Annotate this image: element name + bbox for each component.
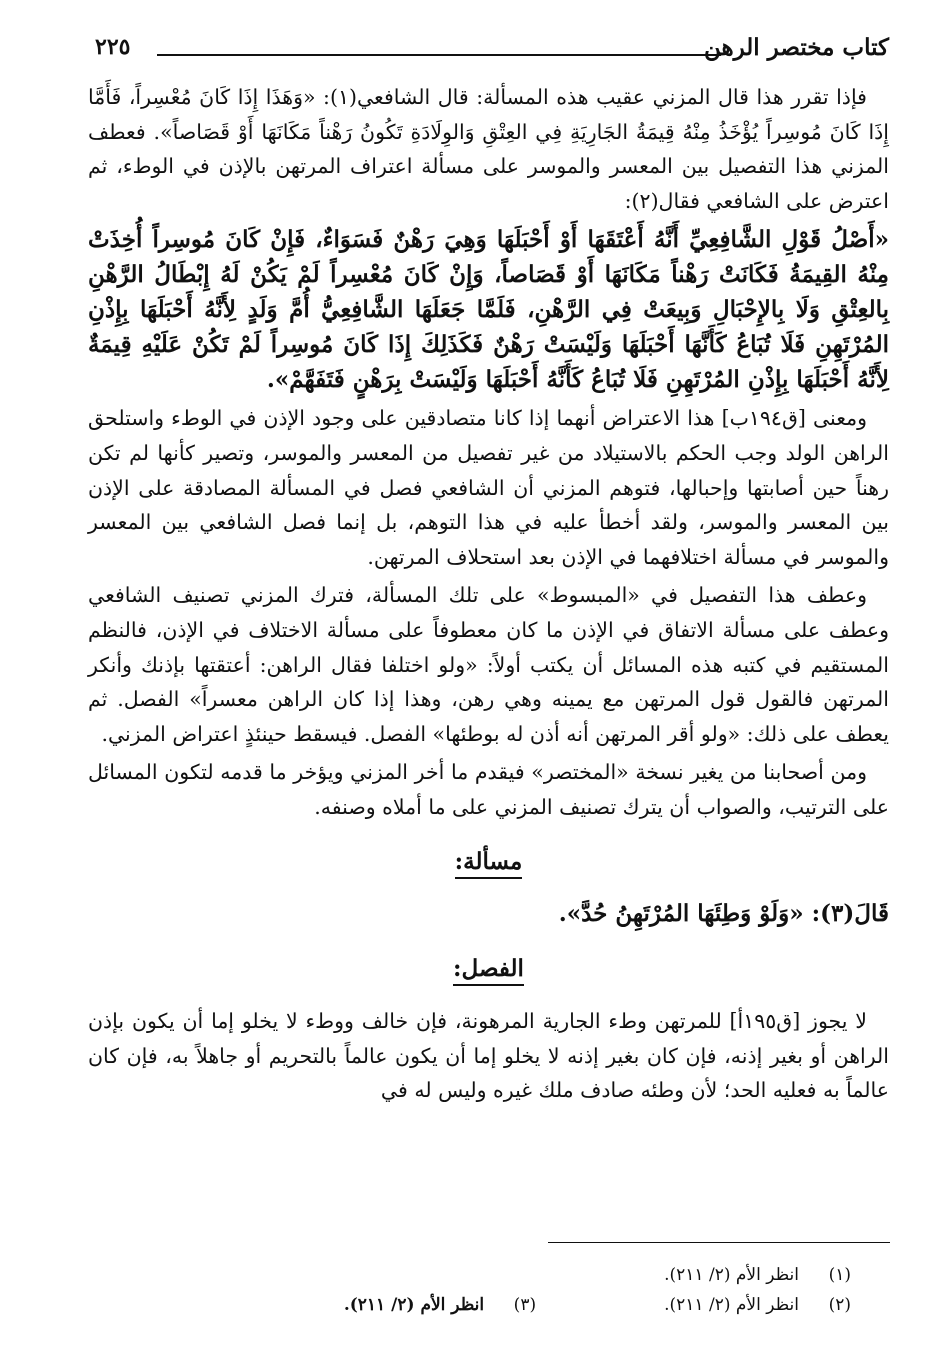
footnote-text: انظر الأم (٢/ ٢١١).	[664, 1265, 799, 1285]
running-header	[95, 30, 889, 70]
paragraph-1: فإذا تقرر هذا قال المزني عقيب هذه المسألة: قال الشافعي(١): «وَهَذَا إِذَا كَانَ مُعْسِراً، فَأَمَّا إِذَا كَانَ مُوسِراً يُؤْخَذُ مِنْهُ قِيمَةُ الجَارِيَةِ فِي العِتْقِ وَالوِلَادَةِ تَكُونُ رَهْناً مَكَانَهَا أَوْ قَصَاصاً». فعطف المزني هذا التفصيل بين المعسر والموسر على مسألة اعتراف المرتهن بالإذن في الوطء، ثم اعترض على الشافعي فقال(٢):	[88, 85, 889, 213]
footnote-row-2	[180, 1290, 851, 1320]
header-rule	[157, 54, 721, 56]
quoted-saying: قَالَ(٣): «وَلَوْ وَطِئَهَا المُرْتَهِنُ حُدَّ».	[558, 900, 889, 928]
paragraph-3: وعطف هذا التفصيل في «المبسوط» على تلك المسألة، فترك المزني تصنيف الشافعي وعطف على مسألة الاتفاق في الإذن ما كان معطوفاً على مسألة الاختلاف في الإذن، فالنظم المستقيم في كتبه هذه المسائل أن يكتب أولاً: «ولو اختلفا فقال الراهن: أعتقتها بإذنك وأنكر المرتهن فالقول قول المرتهن مع يمينه وهي رهن، وهذا إذا كان الراهن معسراً» الفصل. ثم يعطف على ذلك: «ولو أقر المرتهن أنه أذن له بوطئها» الفصل. فيسقط حينئذٍ اعتراض المزني.	[88, 583, 889, 746]
book-title: كتاب مختصر الرهن	[703, 34, 889, 61]
paragraph-4: ومن أصحابنا من يغير نسخة «المختصر» فيقدم ما أخر المزني ويؤخر ما قدمه لتكون المسائل على الترتيب، والصواب أن يترك تصنيف المزني على ما أملاه وصنفه.	[88, 760, 889, 819]
quote-paragraph: «أَصْلُ قَوْلِ الشَّافِعِيِّ أَنَّهُ أَعْتَقَهَا أَوْ أَحْبَلَهَا وَهِيَ رَهْنٌ فَسَوَاءٌ، فَإِنْ كَانَ مُوسِراً أُخِذَتْ مِنْهُ القِيمَةُ فَكَانَتْ رَهْناً مَكَانَهَا أَوْ قَصَاصاً، وَإِنْ كَانَ مُعْسِراً لَمْ يَكُنْ لَهُ إِبْطَالُ الرَّهْنِ بِالعِتْقِ وَلَا بِالإِحْبَالِ وَبِيعَتْ فِي الرَّهْنِ، فَلَمَّا جَعَلَهَا الشَّافِعِيُّ أُمَّ وَلَدٍ لِأَنَّهُ أَحْبَلَهَا بِإِذْنِ المُرْتَهِنِ فَلَا تُبَاعُ كَأَنَّهَا أَحْبَلَهَا وَلَيْسَتْ رَهْنٌ فَكَذَلِكَ إِذَا كَانَ مُوسِراً لَمْ تَكُنْ عَلَيْهِ قِيمَةٌ لِأَنَّهُ أَحْبَلَهَا بِإِذْنِ المُرْتَهِنِ فَلَا تُبَاعُ كَأَنَّهُ أَحْبَلَهَا وَلَيْسَتْ بِرَهْنٍ فَتَفَهَّمْ».	[88, 226, 889, 394]
paragraph-2: ومعنى [ق١٩٤ب] هذا الاعتراض أنهما إذا كانا متصادقين على وجود الإذن في الوطء واستلحق الراهن الولد وجب الحكم بالاستيلاد من غير تفصيل من المعسر والموسر، وتصير كأنها لم تكن رهناً حين أصابتها وإحبالها، فتوهم المزني أن الشافعي فصل في المسألة المصادقة على الإذن بين المعسر والموسر، ولقد أخطأ عليه في هذا التوهم، بل إنما فصل الشافعي بين المعسر والموسر في مسألة اختلافهما في الإذن بعد استحلاف المرتهن.	[88, 406, 889, 569]
footnote-marker: (١)	[828, 1265, 851, 1285]
section-heading-fasl: الفصل:	[88, 952, 889, 987]
footnote-separator	[548, 1242, 890, 1243]
footnote-marker: (٣)	[513, 1295, 537, 1315]
section-heading-masala: مسألة:	[88, 845, 889, 880]
footnote-text: انظر الأم (٢/ ٢١١).	[664, 1295, 799, 1315]
footnote-text: انظر الأم (٢/ ٢١١).	[343, 1295, 485, 1315]
paragraph-5: لا يجوز [ق١٩٥أ] للمرتهن وطء الجارية المرهونة، فإن خالف ووطء لا يخلو إما أن يكون بإذن الراهن أو بغير إذنه، فإن كان بغير إذنه لا يخلو إما أن يكون عالماً بالتحريم أو جاهلاً به، فإن كان عالماً به فعليه الحد؛ لأن وطئه صادف ملك غيره وليس له في	[88, 1009, 889, 1103]
page-body	[88, 80, 889, 1112]
footnotes	[180, 1260, 851, 1320]
footnote-1	[180, 1260, 851, 1290]
footnote-marker: (٢)	[828, 1295, 851, 1315]
page-number: ٢٢٥	[95, 34, 131, 60]
